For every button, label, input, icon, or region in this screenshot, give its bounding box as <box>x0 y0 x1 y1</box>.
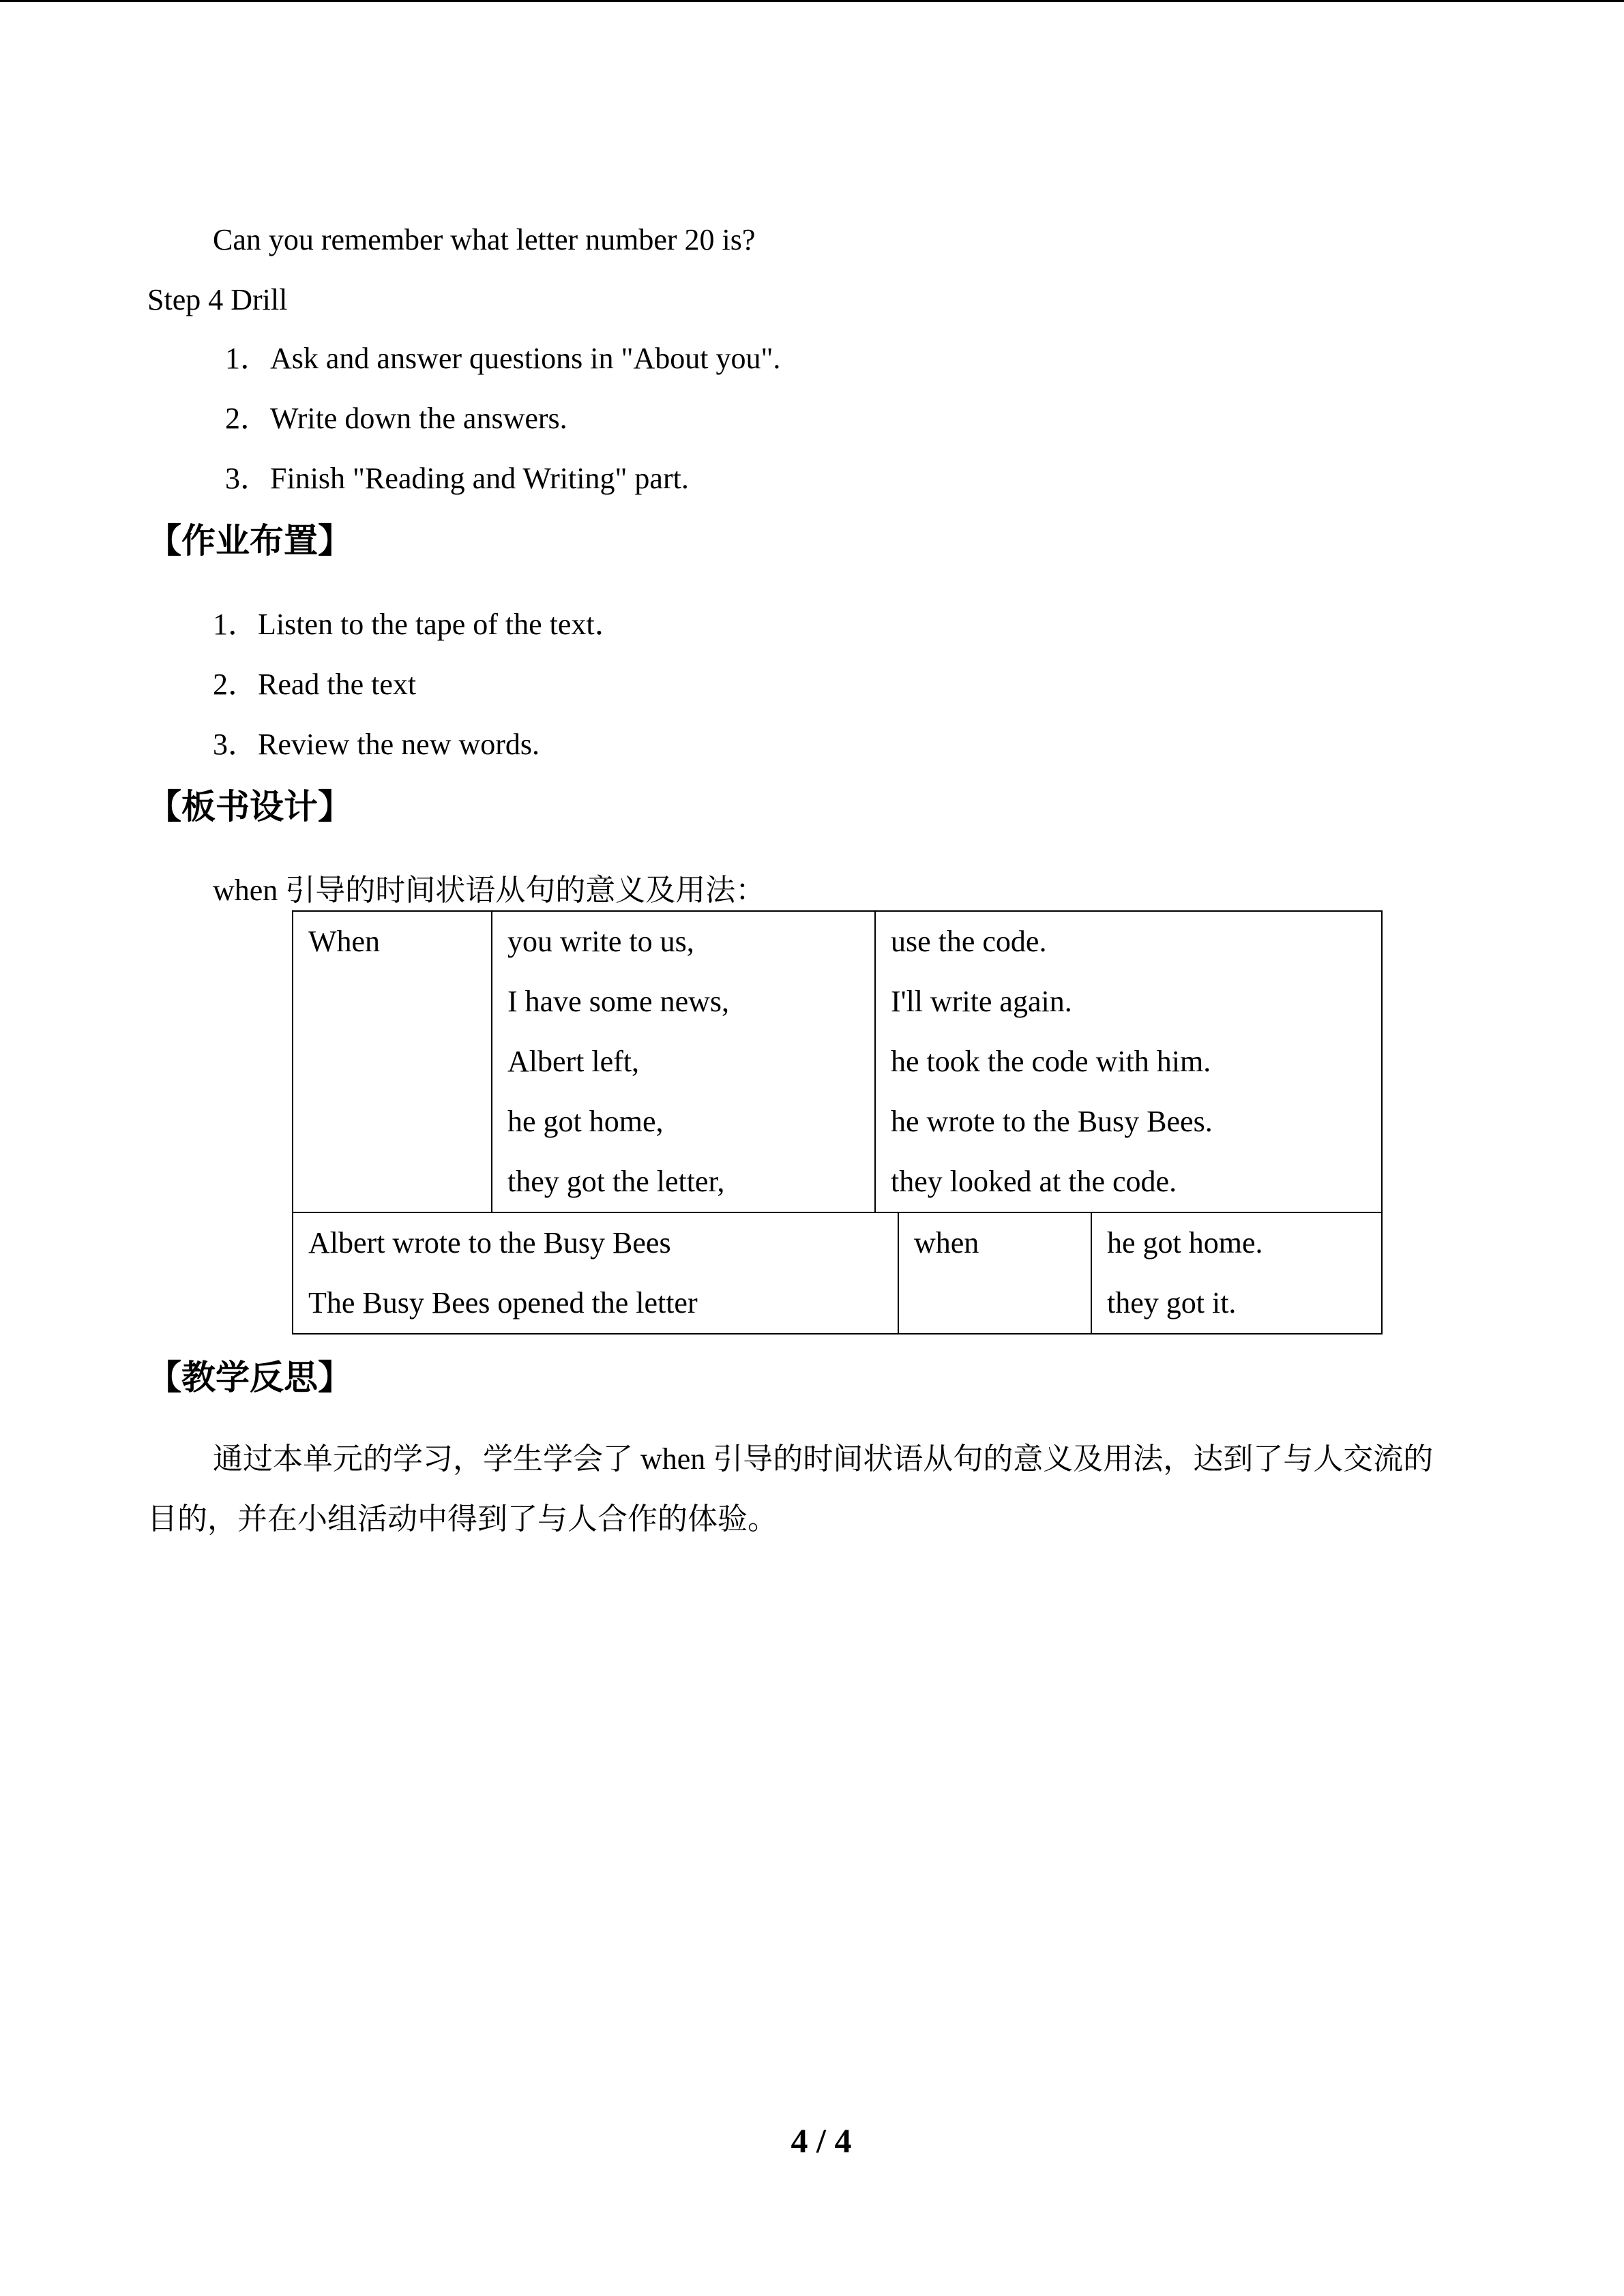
board-caption: when 引导的时间状语从句的意义及用法： <box>213 874 766 907</box>
board-table-2 <box>292 1212 1383 1335</box>
table1-clause: they got the letter, <box>507 1165 725 1198</box>
table2-col3 <box>1091 1212 1382 1334</box>
table1-main: use the code. <box>891 925 1047 958</box>
board-heading: 【板书设计】 <box>147 787 352 826</box>
page-number: 4 / 4 <box>791 2121 852 2160</box>
table2-clause: they got it. <box>1107 1286 1237 1320</box>
table1-clause: he got home, <box>507 1105 664 1138</box>
reflection-heading: 【教学反思】 <box>147 1358 352 1397</box>
reflection-text: 通过本单元的学习，学生学会了 when 引导的时间状语从句的意义及用法，达到了与人交流的目的，并在小组活动中得到了与人合作的体验。 <box>147 1442 1434 1536</box>
homework-item: 3．Review the new words. <box>213 728 540 761</box>
table2-col2 <box>898 1212 1091 1334</box>
table1-clause: I have some news, <box>507 985 730 1018</box>
board-table-1 <box>292 910 1383 1213</box>
table1-main: he took the code with him. <box>891 1045 1211 1078</box>
step4-item: 1．Ask and answer questions in "About you". <box>225 342 781 375</box>
table1-main: they looked at the code. <box>891 1165 1177 1198</box>
intro-question: Can you remember what letter number 20 is? <box>213 223 756 256</box>
table1-col1 <box>293 911 492 1212</box>
table1-when: When <box>308 925 381 958</box>
table2-clause: he got home. <box>1107 1226 1263 1259</box>
table2-when: when <box>914 1226 979 1259</box>
top-border <box>0 0 1624 2</box>
step4-title: Step 4 Drill <box>147 283 288 316</box>
table1-col3 <box>875 911 1382 1212</box>
homework-heading: 【作业布置】 <box>147 521 352 561</box>
table2-main: The Busy Bees opened the letter <box>308 1286 698 1320</box>
homework-item: 1．Listen to the tape of the text． <box>213 608 625 641</box>
homework-item: 2．Read the text <box>213 668 417 701</box>
step4-item: 2．Write down the answers. <box>225 402 567 435</box>
table1-clause: Albert left, <box>507 1045 640 1078</box>
table1-col2 <box>492 911 875 1212</box>
table1-main: I'll write again. <box>891 985 1072 1018</box>
step4-item: 3．Finish "Reading and Writing" part. <box>225 462 689 495</box>
table2-col1 <box>293 1212 898 1334</box>
table1-main: he wrote to the Busy Bees. <box>891 1105 1213 1138</box>
table1-clause: you write to us, <box>507 925 694 958</box>
table2-main: Albert wrote to the Busy Bees <box>308 1226 671 1259</box>
